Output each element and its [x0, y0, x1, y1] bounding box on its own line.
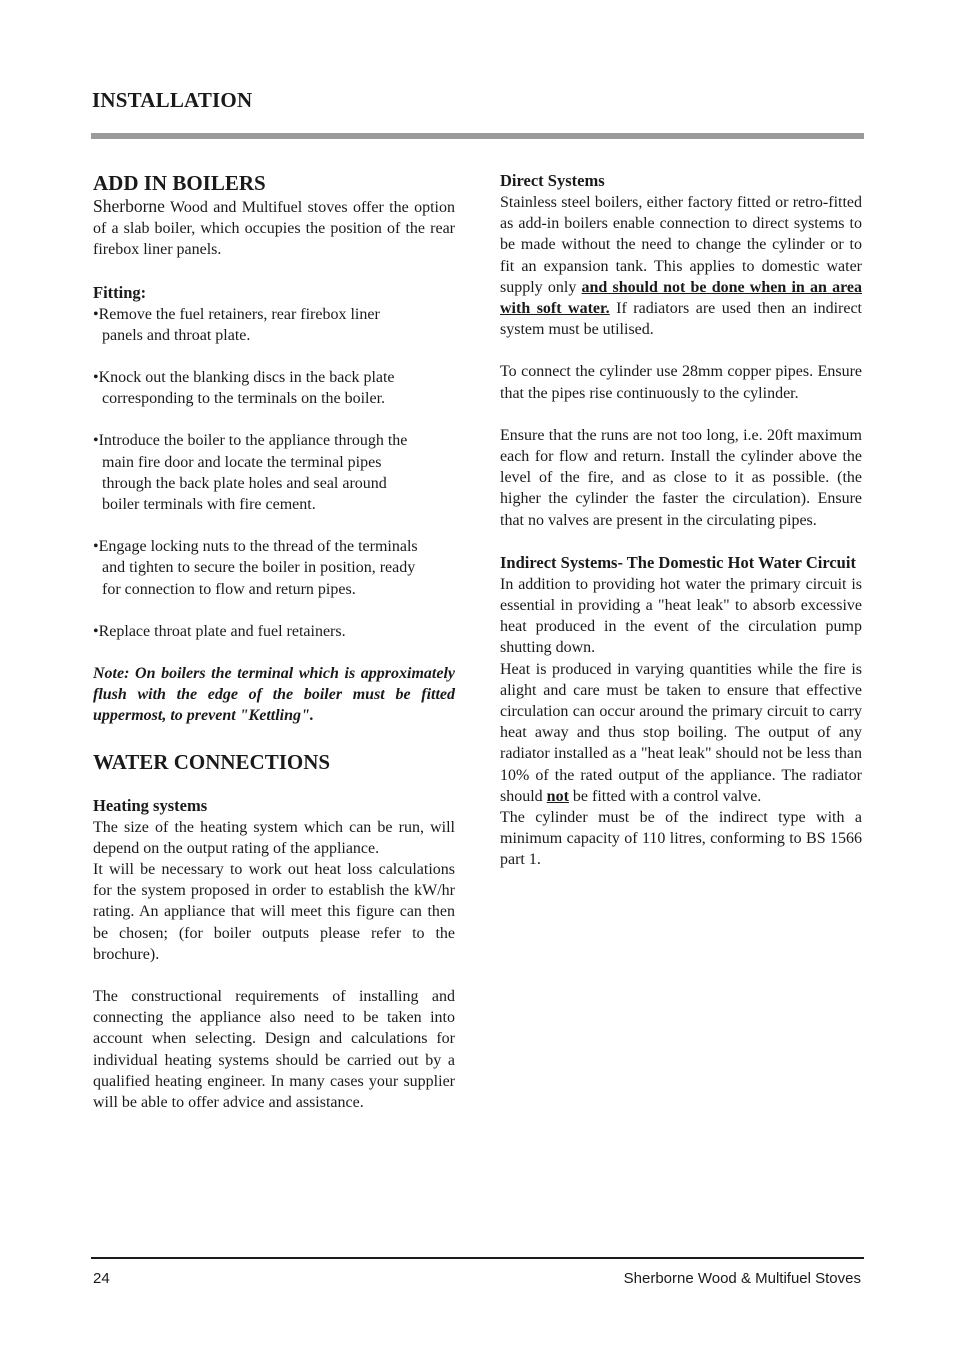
- heating-para-3: The constructional requirements of installing and connecting the appliance also need to be taken into account when selecting. Design and calculations for individual heating systems should be carried out by a qualified heating engineer. In many cases your supplier will be able to offer advice and assistance.: [93, 988, 455, 1112]
- heating-para-2: It will be necessary to work out heat loss calculations for the system proposed in order to establish the kW/hr rating. An appliance that will meet this figure can then be chosen; (for boiler outputs please refer to the brochure).: [93, 861, 455, 963]
- kettling-note: Note: On boilers the terminal which is approximately flush with the edge of the boiler must be fitted uppermost, to prevent "Kettling".: [93, 665, 455, 725]
- direct-para-1-tail: If radiators are used then an indirect system must be utilised.: [500, 300, 862, 339]
- page-title: INSTALLATION: [92, 88, 253, 112]
- add-in-boilers-heading: ADD IN BOILERS: [93, 171, 266, 195]
- header-divider: [91, 133, 864, 139]
- right-column: [500, 168, 862, 871]
- indirect-para-2-text: Heat is produced in varying quantities while the fire is alight and care must be taken to ensure that effective circulation can occur around the primary circuit to carry heat away and thus stop boiling. The output of any radiator installed as a "heat leak" should not be less than 10% of the rated output of the appliance. The radiator should: [500, 660, 862, 805]
- intro-text: Wood and Multifuel stoves offer the option of a slab boiler, which occupies the position of the rear firebox liner panels.: [93, 199, 455, 259]
- direct-para-1-text: Stainless steel boilers, either factory fitted or retro-fitted as add-in boilers enable connection to direct systems to be made without the need to change the cylinder or to fit an expansion tank. This applies to domestic water supply only: [500, 194, 862, 296]
- left-column: [93, 168, 455, 1113]
- indirect-para-3: The cylinder must be of the indirect type with a minimum capacity of 110 litres, conforming to BS 1566 part 1.: [500, 809, 862, 869]
- fitting-step-2: •Knock out the blanking discs in the back plate corresponding to the terminals on the boiler.: [93, 369, 395, 408]
- direct-systems-heading: Direct Systems: [500, 171, 605, 190]
- heating-para-1: The size of the heating system which can be run, will depend on the output rating of the appliance.: [93, 818, 455, 857]
- not-emphasis: not: [546, 787, 569, 805]
- fitting-step-5: •Replace throat plate and fuel retainers.: [93, 622, 346, 640]
- fitting-step-4: •Engage locking nuts to the thread of the terminals and tighten to secure the boiler in position, ready for connection to flow and return pipes.: [93, 538, 418, 598]
- page-number: 24: [93, 1270, 110, 1287]
- direct-para-1: [500, 192, 862, 340]
- direct-para-2: To connect the cylinder use 28mm copper pipes. Ensure that the pipes rise continuously to the cylinder.: [500, 363, 862, 402]
- heating-systems-heading: Heating systems: [93, 795, 208, 815]
- fitting-heading: Fitting:: [93, 282, 147, 302]
- indirect-para-1: In addition to providing hot water the primary circuit is essential in providing a "heat leak" to absorb excessive heat produced in the event of the circulation pump shutting down.: [500, 575, 862, 657]
- footer-product-name: Sherborne Wood & Multifuel Stoves: [623, 1270, 861, 1287]
- fitting-step-1: •Remove the fuel retainers, rear firebox liner panels and throat plate.: [93, 305, 380, 344]
- add-in-boilers-intro: [93, 196, 455, 261]
- soft-water-warning: and should not be done when in an area with soft water.: [500, 278, 862, 318]
- indirect-para-2-tail: be fitted with a control valve.: [568, 787, 762, 805]
- direct-para-3: Ensure that the runs are not too long, i.e. 20ft maximum each for flow and return. Install the cylinder above the level of the fire, and as close to it as possible. (the higher the cylinder the faster the circulation). Ensure that no valves are present in the circulating pipes.: [500, 426, 862, 529]
- water-connections-heading: WATER CONNECTIONS: [93, 749, 331, 774]
- indirect-para-2: [500, 659, 862, 807]
- fitting-step-3: •Introduce the boiler to the appliance through the main fire door and locate the terminal pipes through the back plate holes and seal around boiler terminals with fire cement.: [93, 432, 408, 514]
- brand-name: Sherborne: [93, 196, 165, 216]
- footer-divider: [91, 1257, 864, 1259]
- indirect-systems-heading: Indirect Systems- The Domestic Hot Water Circuit: [500, 552, 856, 572]
